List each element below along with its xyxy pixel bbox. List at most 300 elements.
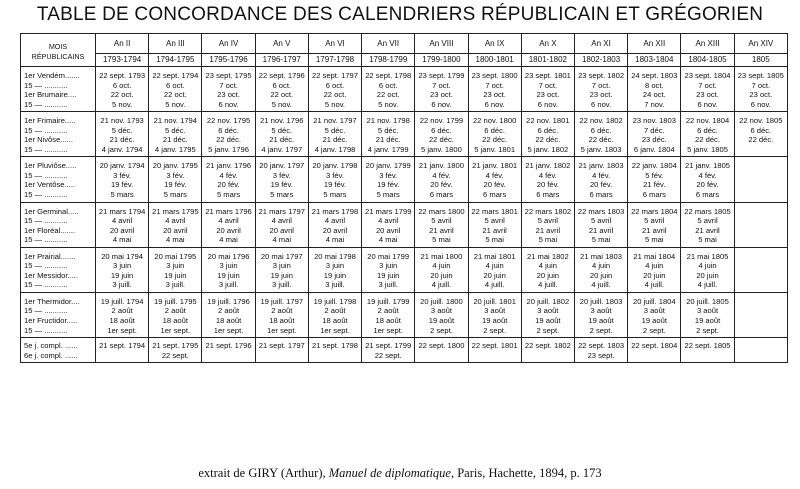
date-value: 4 juin <box>432 261 451 271</box>
date-value: 21 nov. 1796 <box>260 116 304 126</box>
date-value: 3 juin <box>219 261 238 271</box>
date-cell <box>308 112 361 157</box>
date-value: 21 mars 1798 <box>311 206 359 216</box>
date-value <box>736 171 786 181</box>
date-cell <box>415 112 468 157</box>
date-cell <box>415 67 468 112</box>
date-value: 21 mai 1800 <box>420 251 463 261</box>
date-cell <box>255 67 308 112</box>
date-value: 4 fév. <box>538 170 557 180</box>
date-value: 2 sept. <box>483 325 507 335</box>
date-value: 23 sept. 1801 <box>524 71 571 80</box>
date-value: 5 janv. 1801 <box>474 144 516 154</box>
an-header: An XI <box>574 34 627 54</box>
date-value: 4 mai <box>166 235 185 245</box>
date-cell <box>521 292 574 337</box>
date-cell <box>202 112 255 157</box>
date-cell <box>628 67 681 112</box>
an-header: An II <box>96 34 149 54</box>
date-value: 23 sept. 1800 <box>471 71 518 80</box>
date-value: 23 sept. 1802 <box>578 71 625 80</box>
date-value: 20 juin <box>643 270 666 280</box>
date-value: 21 déc. <box>322 135 348 145</box>
date-value: 3 juin <box>166 261 185 271</box>
date-value: 22 déc. <box>216 135 241 145</box>
date-value: 22 déc. <box>428 135 454 145</box>
date-value: 19 juin <box>377 270 400 280</box>
date-cell <box>255 157 308 202</box>
date-cell <box>415 202 468 247</box>
date-value <box>736 252 786 262</box>
month-label: 15 — ........... <box>24 99 68 109</box>
date-value: 5 janv. 1802 <box>527 144 569 154</box>
date-value: 20 juill. 1805 <box>686 296 729 306</box>
date-value: 20 fév. <box>589 180 613 190</box>
year-header: 1801-1802 <box>521 54 574 67</box>
date-value: 4 janv. 1795 <box>154 144 196 154</box>
date-cell <box>681 157 734 202</box>
date-value: 18 août <box>215 316 242 326</box>
date-value: 5 nov. <box>378 99 399 109</box>
date-cell <box>521 202 574 247</box>
date-value: 22 oct. <box>376 90 400 100</box>
date-value: 6 mars <box>695 190 720 200</box>
page-title: TABLE DE CONCORDANCE DES CALENDRIERS RÉPUBLICAIN ET GRÉGORIEN <box>36 4 764 25</box>
date-cell <box>149 67 202 112</box>
date-value: 20 fév. <box>430 180 453 190</box>
date-cell <box>149 338 202 363</box>
date-value <box>736 161 786 171</box>
date-cell <box>734 247 787 292</box>
date-cell <box>628 247 681 292</box>
date-cell <box>308 338 361 363</box>
date-value: 7 oct. <box>485 80 504 90</box>
date-cell <box>96 292 149 337</box>
date-value: 20 mai 1796 <box>207 251 250 261</box>
date-cell <box>362 157 415 202</box>
concordance-table <box>20 33 788 363</box>
date-value: 21 sept. 1797 <box>258 341 305 351</box>
date-cell <box>96 247 149 292</box>
date-cell <box>96 338 149 363</box>
date-value: 1er sept. <box>373 325 403 335</box>
date-value: 5 mai <box>645 235 664 245</box>
date-value: 20 avril <box>216 225 241 235</box>
date-value: 22 sept. 1803 <box>578 341 625 351</box>
date-value: 5 nov. <box>271 99 292 109</box>
date-cell <box>362 292 415 337</box>
date-value: 21 sept. 1799 <box>365 341 412 351</box>
month-label: 15 — ........... <box>24 190 68 200</box>
date-cell <box>202 157 255 202</box>
month-label: 15 — ........... <box>24 261 68 271</box>
date-value: 3 fév. <box>379 170 398 180</box>
date-cell <box>415 338 468 363</box>
date-value: 4 janv. 1799 <box>367 144 409 154</box>
date-value: 23 oct. <box>536 90 560 100</box>
date-value <box>736 326 786 336</box>
date-value: 4 juin <box>698 261 717 271</box>
date-value: 23 oct. <box>483 90 507 100</box>
date-value <box>736 271 786 281</box>
date-value <box>736 180 786 190</box>
date-value <box>97 351 147 361</box>
date-value: 4 janv. 1798 <box>314 144 356 154</box>
date-value: 5 janv. 1805 <box>687 144 728 154</box>
date-value: 22 nov. 1799 <box>419 116 464 126</box>
date-value: 1er sept. <box>160 325 191 335</box>
month-label: 15 — ........... <box>24 216 68 226</box>
date-cell <box>149 202 202 247</box>
date-value: 20 juill. 1800 <box>420 296 463 306</box>
date-value: 4 avril <box>218 216 239 226</box>
date-value: 4 fév. <box>485 170 504 180</box>
date-value: 1er sept. <box>107 325 137 335</box>
date-cell <box>574 67 627 112</box>
date-cell <box>308 247 361 292</box>
date-value: 4 mai <box>378 235 398 245</box>
date-value: 7 oct. <box>591 80 611 90</box>
date-value: 3 fév. <box>272 170 291 180</box>
date-value: 19 août <box>481 316 508 326</box>
date-value: 2 sept. <box>589 325 613 335</box>
date-value: 21 mai 1803 <box>580 251 622 261</box>
date-value: 19 juin <box>270 270 293 280</box>
date-value: 3 juill. <box>378 280 398 290</box>
date-cell <box>202 292 255 337</box>
date-value: 5 nov. <box>165 99 186 109</box>
date-value: 2 août <box>324 306 346 316</box>
date-cell <box>149 247 202 292</box>
date-value: 5 mai <box>538 235 558 245</box>
date-value: 20 fév. <box>536 180 559 190</box>
date-value: 21 nov. 1798 <box>366 116 410 126</box>
date-value: 20 juin <box>589 270 613 280</box>
date-cell <box>96 157 149 202</box>
date-value: 4 juin <box>592 261 611 271</box>
date-value: 4 avril <box>111 216 133 226</box>
date-value: 3 août <box>696 306 719 316</box>
date-value: 21 janv. 1796 <box>206 161 252 171</box>
date-value: 21 janv. 1800 <box>418 161 464 171</box>
date-value: 7 oct. <box>751 80 771 90</box>
year-header: 1798-1799 <box>362 54 415 67</box>
date-value: 6 mars <box>429 190 454 200</box>
date-value: 3 fév. <box>166 170 185 180</box>
date-value: 21 fév. <box>643 180 666 190</box>
date-value: 22 oct. <box>323 90 347 100</box>
date-value: 21 mars 1794 <box>98 206 146 216</box>
date-value: 6 déc. <box>697 125 718 135</box>
date-value: 19 juill. 1796 <box>207 296 250 306</box>
date-value <box>736 280 786 290</box>
an-header: An IV <box>202 34 255 54</box>
date-cell <box>734 157 787 202</box>
date-value: 3 juill. <box>165 280 186 290</box>
date-value: 21 sept. 1794 <box>99 341 146 351</box>
an-header: An VII <box>362 34 415 54</box>
date-value: 21 nov. 1793 <box>100 116 144 126</box>
date-value: 5 mai <box>591 235 611 245</box>
date-value: 21 avril <box>535 225 561 235</box>
date-value: 22 oct. <box>163 90 187 100</box>
date-value: 21 sept. 1795 <box>152 341 199 351</box>
date-value: 18 août <box>322 316 348 326</box>
month-label: 1er Floréal....... <box>24 225 76 235</box>
date-value: 21 mars 1795 <box>152 206 199 216</box>
date-value: 20 janv. 1799 <box>365 161 411 171</box>
date-cell <box>362 338 415 363</box>
date-value: 2 août <box>377 306 399 316</box>
date-value: 21 déc. <box>375 135 401 145</box>
date-value: 5 janv. 1796 <box>208 144 249 154</box>
date-cell <box>521 67 574 112</box>
date-cell <box>308 157 361 202</box>
date-value: 5 déc. <box>164 125 186 135</box>
date-value: 22 sept. 1793 <box>99 71 146 80</box>
date-value: 6 oct. <box>325 80 345 90</box>
date-value: 23 sept. <box>587 350 615 360</box>
date-value: 5 nov. <box>112 99 133 109</box>
date-cell <box>521 338 574 363</box>
date-value: 4 avril <box>271 216 292 226</box>
date-value: 5 avril <box>431 216 452 226</box>
date-cell <box>468 112 521 157</box>
date-value: 22 déc. <box>535 135 561 145</box>
year-header: 1803-1804 <box>628 54 681 67</box>
date-value: 22 mars 1805 <box>684 206 731 216</box>
month-label: 1er Brumaire.... <box>24 90 77 100</box>
header-row-years <box>21 54 788 67</box>
date-value: 3 août <box>430 306 452 316</box>
date-value: 20 avril <box>163 225 188 235</box>
date-value: 5 mai <box>432 235 451 245</box>
date-cell <box>202 67 255 112</box>
date-value: 23 nov. 1803 <box>632 116 676 126</box>
date-value: 22 mars 1801 <box>471 206 518 216</box>
date-value: 19 fév. <box>323 180 347 190</box>
date-value: 5 nov. <box>324 99 346 109</box>
date-value: 19 fév. <box>377 180 400 190</box>
date-value: 21 janv. 1801 <box>472 161 518 171</box>
date-value: 5 avril <box>590 216 612 226</box>
date-value: 22 mars 1802 <box>524 206 572 216</box>
date-value: 6 mars <box>483 190 507 200</box>
date-cell <box>628 112 681 157</box>
date-value <box>310 351 360 361</box>
an-header: An IX <box>468 34 521 54</box>
date-cell <box>308 202 361 247</box>
date-cell <box>628 202 681 247</box>
date-value <box>203 351 253 361</box>
year-header: 1804-1805 <box>681 54 734 67</box>
book-title: Manuel de diplomatique <box>328 466 451 480</box>
date-cell <box>468 202 521 247</box>
date-value: 22 mars 1803 <box>577 206 625 216</box>
table-row <box>21 157 788 202</box>
date-value: 5 déc. <box>377 125 399 135</box>
date-value: 6 déc. <box>750 125 772 135</box>
date-value: 19 juill. 1798 <box>313 296 357 306</box>
date-value: 5 mars <box>323 190 347 200</box>
date-value: 22 nov. 1805 <box>739 116 783 126</box>
date-value: 5 avril <box>644 216 665 226</box>
date-value: 5 avril <box>484 216 505 226</box>
date-value: 3 août <box>643 306 665 316</box>
month-label: 1er Ventôse..... <box>24 180 76 190</box>
date-value: 2 août <box>164 306 186 316</box>
date-value: 22 déc. <box>482 135 508 145</box>
date-value: 22 sept. <box>161 350 189 360</box>
date-value: 6 déc. <box>484 125 505 135</box>
date-value: 22 nov. 1795 <box>206 116 251 126</box>
table-row <box>21 112 788 157</box>
source-caption: extrait de GIRY (Arthur), Manuel de diplomatique, Paris, Hachette, 1894, p. 173 <box>198 466 602 480</box>
date-value: 22 sept. 1804 <box>631 341 678 351</box>
date-cell <box>255 247 308 292</box>
date-value: 19 août <box>694 316 721 326</box>
date-cell <box>468 67 521 112</box>
date-cell <box>149 157 202 202</box>
date-value <box>736 351 786 361</box>
date-value: 3 fév. <box>325 170 344 180</box>
date-value: 5 mars <box>376 190 400 200</box>
date-value: 22 sept. 1802 <box>524 341 571 351</box>
year-header: 1794-1795 <box>149 54 202 67</box>
date-value: 20 juill. 1801 <box>473 296 516 306</box>
date-value: 5 mai <box>698 235 717 245</box>
date-value: 22 janv. 1804 <box>631 161 677 171</box>
date-value: 4 janv. 1797 <box>261 144 303 154</box>
year-header: 1799-1800 <box>415 54 468 67</box>
date-value: 4 avril <box>165 216 186 226</box>
mois-header: MOIS RÉPUBLICAINS <box>21 34 96 67</box>
date-value: 22 déc. <box>588 135 614 145</box>
date-value: 6 mars <box>642 190 666 200</box>
date-value: 3 juin <box>113 261 132 271</box>
date-cell <box>468 247 521 292</box>
month-label: 1er Nivôse...... <box>24 135 73 145</box>
year-header: 1802-1803 <box>574 54 627 67</box>
date-value: 21 mars 1799 <box>364 206 412 216</box>
date-value: 3 fév. <box>113 170 132 180</box>
date-value: 6 déc. <box>590 125 612 135</box>
year-header: 1795-1796 <box>202 54 255 67</box>
date-value: 5 mars <box>270 190 294 200</box>
month-label: 15 — ........... <box>24 306 68 316</box>
date-value: 5 mars <box>216 190 241 200</box>
month-label: 6e j. compl. ...... <box>24 350 78 360</box>
date-value: 21 avril <box>695 225 720 235</box>
date-value: 20 janv. 1794 <box>99 161 145 171</box>
month-label: 1er Vendém....... <box>24 71 80 80</box>
date-value: 20 avril <box>375 225 401 235</box>
date-value: 3 juin <box>325 261 345 271</box>
date-value: 1er sept. <box>266 325 297 335</box>
date-value: 6 oct. <box>272 80 292 90</box>
year-header: 1805 <box>734 54 787 67</box>
date-value: 20 avril <box>109 225 135 235</box>
date-value: 20 juin <box>483 270 506 280</box>
date-value <box>470 351 520 361</box>
date-value: 22 mars 1804 <box>631 206 678 216</box>
date-value: 24 oct. <box>642 90 666 100</box>
table-row <box>21 247 788 292</box>
date-value: 5 avril <box>697 216 718 226</box>
month-label-cell <box>21 247 96 292</box>
date-cell <box>574 202 627 247</box>
date-value: 4 juill. <box>697 280 718 290</box>
date-value <box>736 145 786 155</box>
date-value: 22 oct. <box>270 90 294 100</box>
date-value: 6 mars <box>536 190 560 200</box>
date-value: 20 juill. 1803 <box>579 296 623 306</box>
date-value: 4 mai <box>272 235 292 245</box>
date-value: 21 sept. 1798 <box>311 341 358 351</box>
date-value: 23 déc. <box>641 135 667 145</box>
date-value: 19 août <box>588 316 614 326</box>
date-cell <box>574 338 627 363</box>
date-value: 6 janv. 1804 <box>633 144 675 154</box>
date-value <box>523 351 573 361</box>
date-value: 21 déc. <box>269 135 295 145</box>
date-value: 4 juin <box>645 261 664 271</box>
date-value: 4 juill. <box>538 280 558 290</box>
date-cell <box>415 157 468 202</box>
date-cell <box>574 292 627 337</box>
an-header: An V <box>255 34 308 54</box>
date-value: 20 juin <box>536 270 560 280</box>
date-value <box>736 316 786 326</box>
date-value: 5 fév. <box>645 170 664 180</box>
table-row <box>21 202 788 247</box>
date-cell <box>681 112 734 157</box>
date-cell <box>681 67 734 112</box>
date-value: 3 juill. <box>272 280 292 290</box>
month-label-cell <box>21 292 96 337</box>
date-value <box>736 235 786 245</box>
date-cell <box>574 112 627 157</box>
date-value: 20 juill. 1802 <box>526 296 570 306</box>
date-value: 19 juin <box>323 270 347 280</box>
an-header: An XIV <box>734 34 787 54</box>
date-cell <box>96 202 149 247</box>
date-value: 20 avril <box>322 225 348 235</box>
date-cell <box>255 292 308 337</box>
date-value: 2 août <box>271 306 293 316</box>
date-value: 2 sept. <box>696 325 719 335</box>
date-value: 20 mai 1798 <box>314 251 356 261</box>
date-cell <box>362 112 415 157</box>
date-value: 2 août <box>111 306 133 316</box>
date-value: 22 sept. 1796 <box>258 71 305 80</box>
date-value <box>682 351 732 361</box>
date-value: 22 déc. <box>695 135 720 145</box>
date-value: 5 mai <box>485 235 504 245</box>
date-value: 21 mai 1802 <box>526 251 569 261</box>
date-value: 7 oct. <box>432 80 451 90</box>
date-value: 22 oct. <box>110 90 134 100</box>
date-value: 21 janv. 1803 <box>578 161 624 171</box>
date-value: 18 août <box>162 316 188 326</box>
date-value: 4 fév. <box>698 170 717 180</box>
date-value: 4 janv. 1794 <box>101 144 143 154</box>
date-value: 5 déc. <box>324 125 346 135</box>
date-value: 6 nov. <box>750 99 771 109</box>
date-value: 4 juill. <box>484 280 505 290</box>
date-value: 6 nov. <box>431 99 452 109</box>
date-cell <box>628 157 681 202</box>
